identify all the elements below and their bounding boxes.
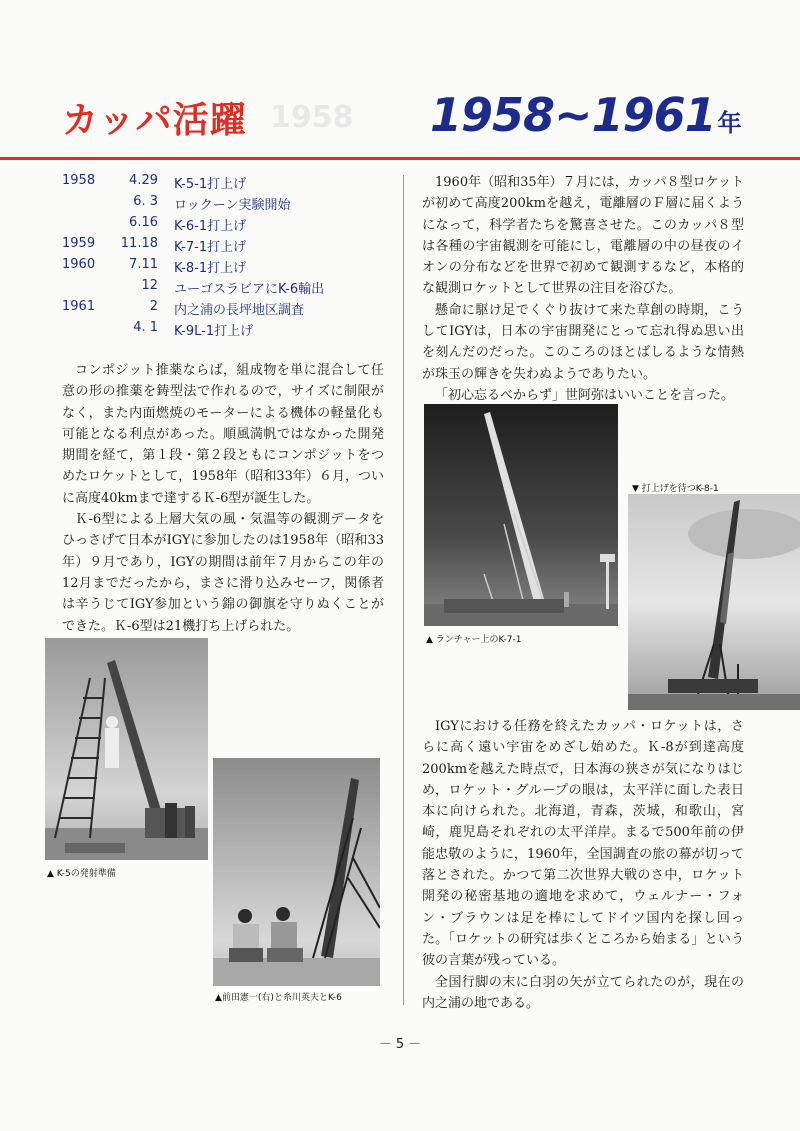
caption-k5: ▲ K-5の発射準備 bbox=[47, 869, 116, 879]
chronology-event: K-9L-1打上げ bbox=[174, 324, 254, 339]
chronology-year: 1960 bbox=[62, 257, 96, 272]
photo-maeda-itokawa-k6 bbox=[213, 758, 380, 986]
column-divider bbox=[403, 175, 404, 1005]
chronology-row bbox=[62, 275, 392, 296]
paragraph: 「初心忘るべからず」世阿弥はいいことを言った。 bbox=[435, 387, 735, 403]
photo-k8-awaiting-launch bbox=[628, 494, 800, 710]
chronology-date: 12 bbox=[141, 278, 158, 293]
chronology-year: 1961 bbox=[62, 299, 96, 314]
paragraph: 懸命に駆け足でくぐり抜けて来た草創の時期，こうしてIGYは，日本の宇宙開発にとって忘れ得ぬ思い出を刻んだのだった。このころのほとばしるような情熱が珠玉の輝きを失わぬようでありたい。 bbox=[422, 302, 744, 382]
chronology-date: 11.18 bbox=[120, 236, 158, 251]
chronology-date: 4. 1 bbox=[133, 320, 158, 335]
chronology-event: 内之浦の長坪地区調査 bbox=[174, 303, 305, 318]
header-rule bbox=[0, 157, 800, 160]
chronology-row bbox=[62, 191, 392, 212]
chronology-row bbox=[62, 233, 392, 254]
paragraph: 全国行脚の末に白羽の矢が立てられたのが，現在の内之浦の地である。 bbox=[422, 974, 744, 1011]
chronology-date: 2 bbox=[149, 299, 158, 314]
chronology-event: K-5-1打上げ bbox=[174, 177, 247, 192]
chronology-event: ユーゴスラビアにK-6輸出 bbox=[174, 282, 325, 297]
maeda-photo-graphic bbox=[213, 758, 380, 986]
faint-background-title: 1958 bbox=[270, 100, 354, 135]
chronology-event: K-7-1打上げ bbox=[174, 240, 247, 255]
title-years-text: 1958~1961 bbox=[430, 88, 716, 142]
chronology-event: ロックーン実験開始 bbox=[174, 198, 291, 213]
chronology-date: 6. 3 bbox=[133, 194, 158, 209]
photo-k7-launcher bbox=[424, 404, 618, 626]
right-body-text-top bbox=[422, 172, 744, 406]
k5-photo-graphic bbox=[45, 638, 208, 860]
chronology-list bbox=[62, 170, 392, 338]
chronology-row bbox=[62, 170, 392, 191]
left-body-text bbox=[62, 360, 384, 637]
chronology-year: 1958 bbox=[62, 173, 96, 188]
paragraph: コンポジット推薬ならば，組成物を単に混合して任意の形の推薬を鋳型法で作れるので，サイズに制限がなく，また内面燃焼のモーターによる機体の軽量化も可能となる利点があった。順風満帆ではなかった開発期間を経て，第１段・第２段ともにコンポジットをつめたロケットとして，1958年（昭和33年）６月，ついに高度40kmまで達するＫ-6型が誕生した。 bbox=[62, 363, 384, 506]
caption-maeda: ▲前田憲一(右)と糸川英夫とK-6 bbox=[215, 993, 342, 1003]
chronology-row bbox=[62, 212, 392, 233]
paragraph: Ｋ-6型による上層大気の風・気温等の観測データをひっさげて日本がIGYに参加したのは1958年（昭和33年）９月であり，IGYの期間は前年７月からこの年の12月までだったから，まさに滑り込みセーフ，関係者は辛うじてIGY参加という錦の御旗を守りぬくことができた。Ｋ-6型は21機打ち上げられた。 bbox=[62, 512, 384, 634]
chronology-row bbox=[62, 317, 392, 338]
right-body-text-bottom bbox=[422, 716, 744, 1014]
page-number: － 5 － bbox=[378, 1037, 422, 1052]
chronology-year: 1959 bbox=[62, 236, 96, 251]
chronology-row bbox=[62, 254, 392, 275]
photo-k5-launch-prep bbox=[45, 638, 208, 860]
chronology-event: K-8-1打上げ bbox=[174, 261, 247, 276]
chronology-date: 4.29 bbox=[129, 173, 158, 188]
chronology-date: 7.11 bbox=[129, 257, 158, 272]
paragraph: IGYにおける任務を終えたカッパ・ロケットは，さらに高く遠い宇宙をめざし始めた。Ｋ-8が到達高度200kmを越えた時点で，日本海の狭さが気になりはじめ，ロケット・グループの眼は，太平洋に面した表日本に向けられた。北海道，青森，茨城，和歌山，宮崎，鹿児島それぞれの太平洋岸。まるで500年前の伊能忠敬のように，1960年，全国調査の旅の幕が切って落とされた。かつて第二次世界大戦のさ中，ロケット開発の秘密基地の適地を求めて，ウェルナー・フォン・ブラウンは足を棒にしてドイツ国内を探し回った。「ロケットの研究は歩くところから始まる」という彼の言葉が残っている。 bbox=[422, 719, 744, 969]
k7-photo-graphic bbox=[424, 404, 618, 626]
page-title-years bbox=[430, 88, 741, 142]
chronology-event: K-6-1打上げ bbox=[174, 219, 247, 234]
chronology-date: 6.16 bbox=[129, 215, 158, 230]
paragraph: 1960年（昭和35年）７月には，カッパ８型ロケットが初めて高度200kmを越え，電離層のＦ層に届くようになって，科学者たちを驚喜させた。このカッパ８型は各種の宇宙観測を可能にし，電離層の中の昼夜のイオンの分布などを世界で初めて観測するなど，本格的な観測ロケットとして世界の注目を浴びた。 bbox=[422, 175, 744, 297]
chronology-row bbox=[62, 296, 392, 317]
caption-k8: ▼ 打上げを待つK-8-1 bbox=[632, 484, 719, 494]
k8-photo-graphic bbox=[628, 494, 800, 710]
caption-k7: ▲ ランチャー上のK-7-1 bbox=[426, 635, 522, 645]
title-year-suffix: 年 bbox=[717, 109, 741, 137]
page-title: カッパ活躍 bbox=[62, 100, 247, 141]
